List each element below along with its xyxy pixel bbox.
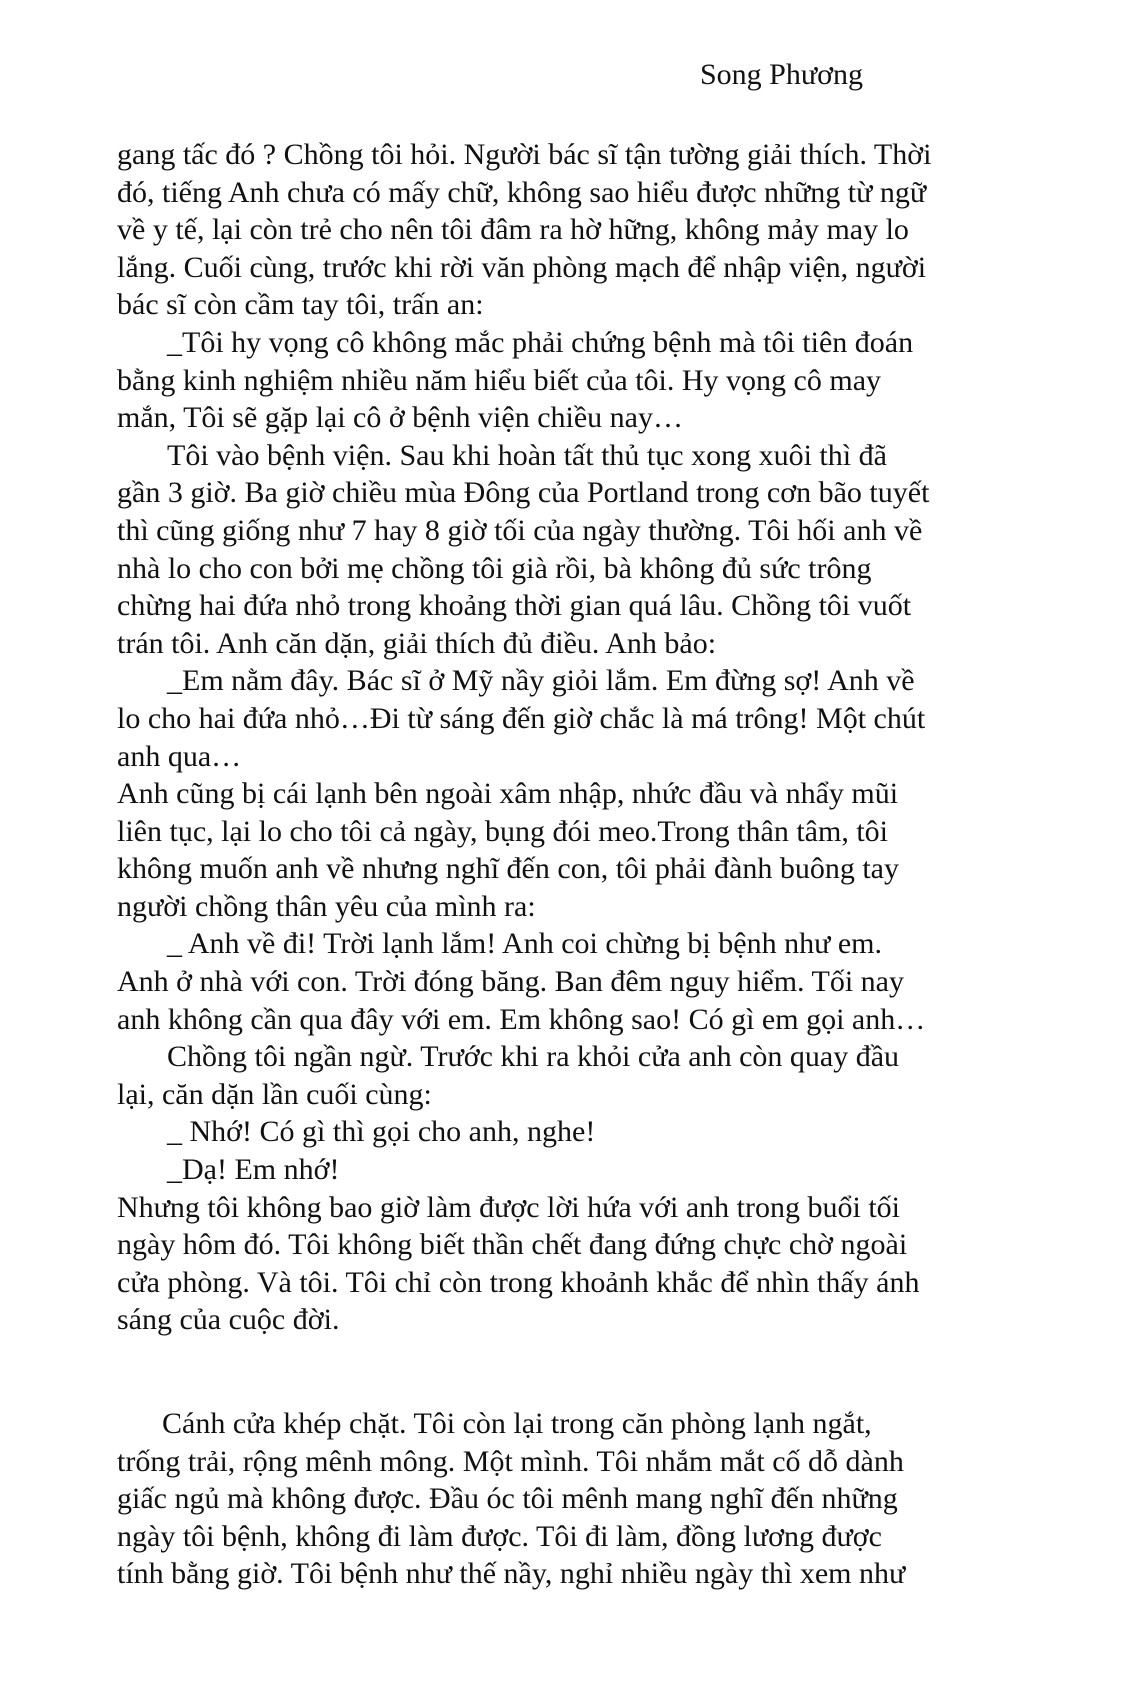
text-line: _ Anh về đi! Trời lạnh lắm! Anh coi chừng bị bệnh như em. [167,927,882,961]
text-line: anh qua… [117,739,242,773]
text-line: liên tục, lại lo cho tôi cả ngày, bụng đói meo.Trong thân tâm, tôi [117,814,888,848]
text-line: đó, tiếng Anh chưa có mấy chữ, không sao hiểu được những từ ngữ [117,175,927,209]
text-line: bằng kinh nghiệm nhiều năm hiểu biết của tôi. Hy vọng cô may [117,363,882,397]
text-line: trống trải, rộng mênh mông. Một mình. Tôi nhắm mắt cố dỗ dành [117,1444,904,1478]
text-line: tính bằng giờ. Tôi bệnh như thế nầy, nghỉ nhiều ngày thì xem như [117,1557,906,1591]
text-line: về y tế, lại còn trẻ cho nên tôi đâm ra hờ hững, không mảy may lo [117,213,909,247]
text-line: _Tôi hy vọng cô không mắc phải chứng bệnh mà tôi tiên đoán [167,325,914,359]
text-line: ngày hôm đó. Tôi không biết thần chết đang đứng chực chờ ngoài [117,1228,908,1262]
text-line: _ Nhớ! Có gì thì gọi cho anh, nghe! [167,1115,596,1149]
text-line: nhà lo cho con bởi mẹ chồng tôi già rồi, bà không đủ sức trông [117,551,872,585]
text-line: lắng. Cuối cùng, trước khi rời văn phòng mạch để nhập viện, người [117,250,927,284]
paragraph [117,324,1117,437]
text-line: lại, căn dặn lần cuối cùng: [117,1077,432,1111]
paragraph [117,1151,1117,1189]
paragraph [117,925,1117,1038]
text-line: lo cho hai đứa nhỏ…Đi từ sáng đến giờ chắc là má trông! Một chút [117,701,926,735]
text-line: gang tấc đó ? Chồng tôi hỏi. Người bác sĩ tận tường giải thích. Thời [117,138,932,171]
paragraph [117,1405,1117,1593]
text-line: mắn, Tôi sẽ gặp lại cô ở bệnh viện chiều nay… [117,401,683,435]
text-line: cửa phòng. Và tôi. Tôi chỉ còn trong khoảnh khắc để nhìn thấy ánh [117,1265,920,1299]
paragraph [117,1038,1117,1113]
text-line: bác sĩ còn cầm tay tôi, trấn an: [117,288,484,322]
text-line: chừng hai đứa nhỏ trong khoảng thời gian quá lâu. Chồng tôi vuốt [117,589,912,623]
text-line: _Dạ! Em nhớ! [167,1153,340,1187]
text-line: Anh ở nhà với con. Trời đóng băng. Ban đêm nguy hiểm. Tối nay [117,965,904,999]
text-line: không muốn anh về nhưng nghĩ đến con, tôi phải đành buông tay [117,852,899,886]
paragraph [117,1113,1117,1151]
paragraph [117,1189,1117,1339]
body-text [117,136,1117,1593]
section-gap [117,1339,1117,1405]
text-line: ngày tôi bệnh, không đi làm được. Tôi đi làm, đồng lương được [117,1519,882,1553]
paragraph [117,136,1117,324]
text-line: trán tôi. Anh căn dặn, giải thích đủ điều. Anh bảo: [117,626,717,660]
text-line: Anh cũng bị cái lạnh bên ngoài xâm nhập, nhức đầu và nhẩy mũi [117,777,899,811]
text-line: sáng của cuộc đời. [117,1303,340,1337]
text-line: gần 3 giờ. Ba giờ chiều mùa Đông của Portland trong cơn bão tuyết [117,476,930,510]
text-line: Tôi vào bệnh viện. Sau khi hoàn tất thủ tục xong xuôi thì đã [167,438,887,472]
text-line: _Em nằm đây. Bác sĩ ở Mỹ nầy giỏi lắm. Em đừng sợ! Anh về [167,664,915,698]
paragraph [117,662,1117,775]
text-line: giấc ngủ mà không được. Đầu óc tôi mênh mang nghĩ đến những [117,1482,898,1516]
text-line: Cánh cửa khép chặt. Tôi còn lại trong căn phòng lạnh ngắt, [162,1407,872,1440]
running-header-author: Song Phương [700,58,863,91]
text-line: Nhưng tôi không bao giờ làm được lời hứa với anh trong buổi tối [117,1190,900,1224]
text-line: người chồng thân yêu của mình ra: [117,889,536,923]
paragraph [117,775,1117,925]
paragraph [117,437,1117,663]
text-line: anh không cần qua đây với em. Em không sao! Có gì em gọi anh… [117,1002,926,1036]
text-line: thì cũng giống như 7 hay 8 giờ tối của ngày thường. Tôi hối anh về [117,513,923,547]
text-line: Chồng tôi ngần ngừ. Trước khi ra khỏi cửa anh còn quay đầu [167,1040,900,1074]
